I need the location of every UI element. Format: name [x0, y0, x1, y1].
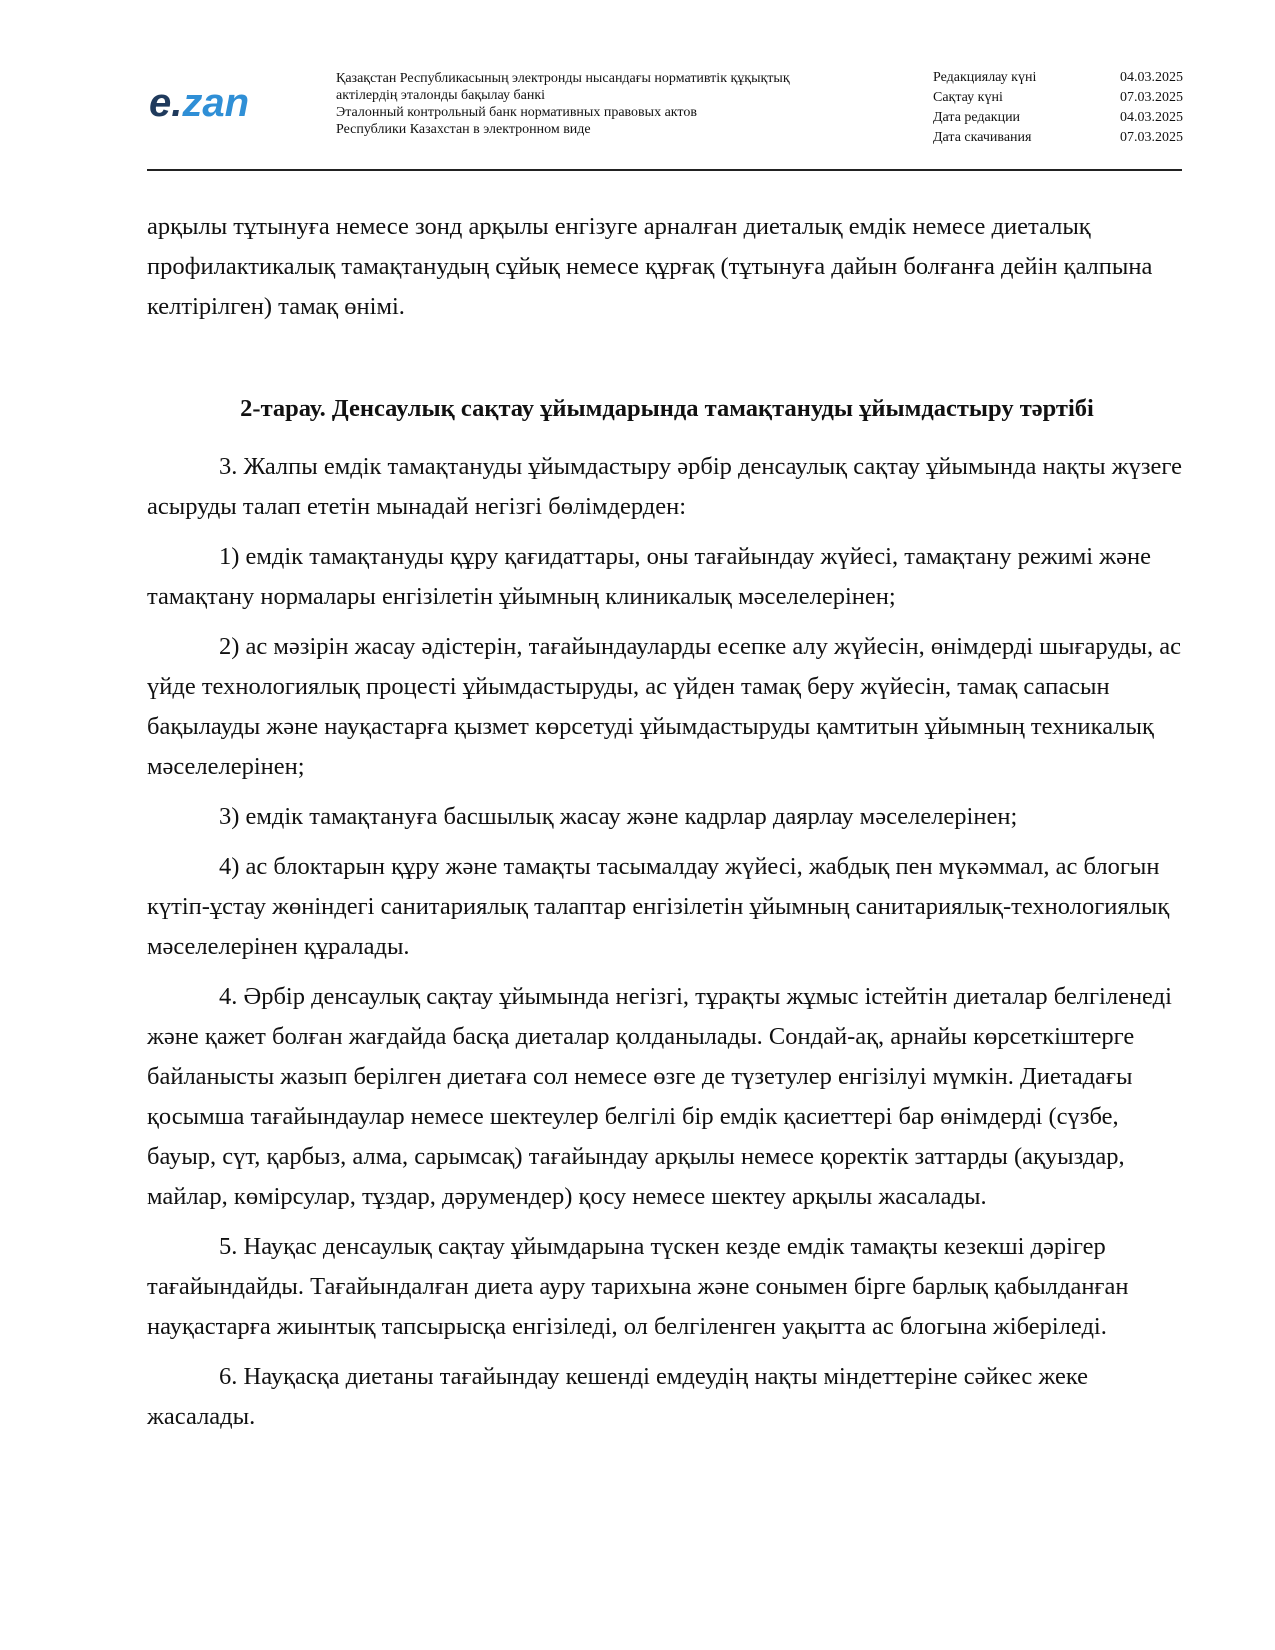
svg-text:e.zan: e.zan	[149, 81, 250, 125]
paragraph: 4) ас блоктарын құру және тамақты тасымалдау жүйесі, жабдық пен мүкәммал, ас блогын күтіп-ұстау жөніндегі санитариялық талаптар енгізілетін ұйымның санитариялық-технологиялық мәселелерінен құралады.	[147, 853, 1170, 960]
date-label: Дата скачивания	[933, 130, 1032, 145]
bank-line-3: Эталонный контрольный банк нормативных правовых актов	[336, 105, 697, 120]
paragraph: 5. Науқас денсаулық сақтау ұйымдарына түскен кезде емдік тамақты кезекші дәрігер тағайындайды. Тағайындалған диета ауру тарихына және сонымен бірге барлық қабылданған науқастарға жиынтық тапсырысқа енгізіледі, ол белгіленген уақытта ас блогына жіберіледі.	[147, 1233, 1129, 1340]
date-table	[933, 68, 1183, 148]
paragraph: 3) емдік тамақтануға басшылық жасау және кадрлар даярлау мәселелерінен;	[219, 803, 1018, 830]
lead-paragraph: арқылы тұтынуға немесе зонд арқылы енгізуге арналған диеталық емдік немесе диеталық профилактикалық тамақтанудың сұйық немесе құрғақ (тұтынуға дайын болғанға дейін қалпына келтірілген) тамақ өнімі.	[147, 213, 1153, 320]
paragraph: 4. Әрбір денсаулық сақтау ұйымында негізгі, тұрақты жұмыс істейтін диеталар белгіленеді және қажет болған жағдайда басқа диеталар қолданылады. Сондай-ақ, арнайы көрсеткіштерге байланысты жазып берілген диетаға сол немесе өзге де түзетулер енгізілуі мүмкін. Диетадағы қосымша тағайындаулар немесе шектеулер белгілі бір емдік қасиеттері бар өнімдерді (сүзбе, бауыр, сүт, қарбыз, алма, сарымсақ) тағайындау арқылы немесе қоректік заттарды (ақуыздар, майлар, көмірсулар, тұздар, дәрумендер) қосу немесе шектеу арқылы жасалады.	[147, 983, 1172, 1210]
date-row	[933, 68, 1183, 88]
date-value: 04.03.2025	[1120, 110, 1183, 125]
chapter-title: 2-тарау. Денсаулық сақтау ұйымдарында тамақтануды ұйымдастыру тәртібі	[240, 395, 1094, 422]
paragraph: 3. Жалпы емдік тамақтануды ұйымдастыру әрбір денсаулық сақтау ұйымында нақты жүзеге асыруды талап ететін мынадай негізгі бөлімдерден:	[147, 453, 1183, 520]
date-value: 04.03.2025	[1120, 70, 1183, 85]
paragraph: 6. Науқасқа диетаны тағайындау кешенді емдеудің нақты міндеттеріне сәйкес жеке жасалады.	[147, 1363, 1089, 1430]
date-label: Редакциялау күні	[933, 70, 1037, 85]
date-value: 07.03.2025	[1120, 90, 1183, 105]
date-row	[933, 88, 1183, 108]
date-value: 07.03.2025	[1120, 130, 1183, 145]
bank-line-1: Қазақстан Республикасының электронды нысандағы нормативтік құқықтық	[336, 71, 790, 86]
date-row	[933, 128, 1183, 148]
date-row	[933, 108, 1183, 128]
bank-line-2: актілердің эталонды бақылау банкі	[336, 88, 546, 103]
date-label: Сақтау күні	[933, 90, 1003, 105]
bank-description	[336, 70, 896, 138]
ezan-logo[interactable]	[147, 76, 297, 126]
paragraph: 2) ас мәзірін жасау әдістерін, тағайындауларды есепке алу жүйесін, өнімдерді шығаруды, ас үйде технологиялық процесті ұйымдастыруды, ас үйден тамақ беру жүйесін, тамақ сапасын бақылауды және науқастарға қызмет көрсетуді ұйымдастыруды қамтитын ұйымның техникалық мәселелерінен;	[147, 633, 1181, 780]
header-divider	[147, 169, 1182, 171]
document-header	[147, 64, 1182, 168]
date-label: Дата редакции	[933, 110, 1021, 125]
paragraph: 1) емдік тамақтануды құру қағидаттары, оны тағайындау жүйесі, тамақтану режимі және тамақтану нормалары енгізілетін ұйымның клиникалық мәселелерінен;	[147, 543, 1151, 610]
document-body	[147, 207, 1187, 1447]
bank-line-4: Республики Казахстан в электронном виде	[336, 122, 591, 137]
